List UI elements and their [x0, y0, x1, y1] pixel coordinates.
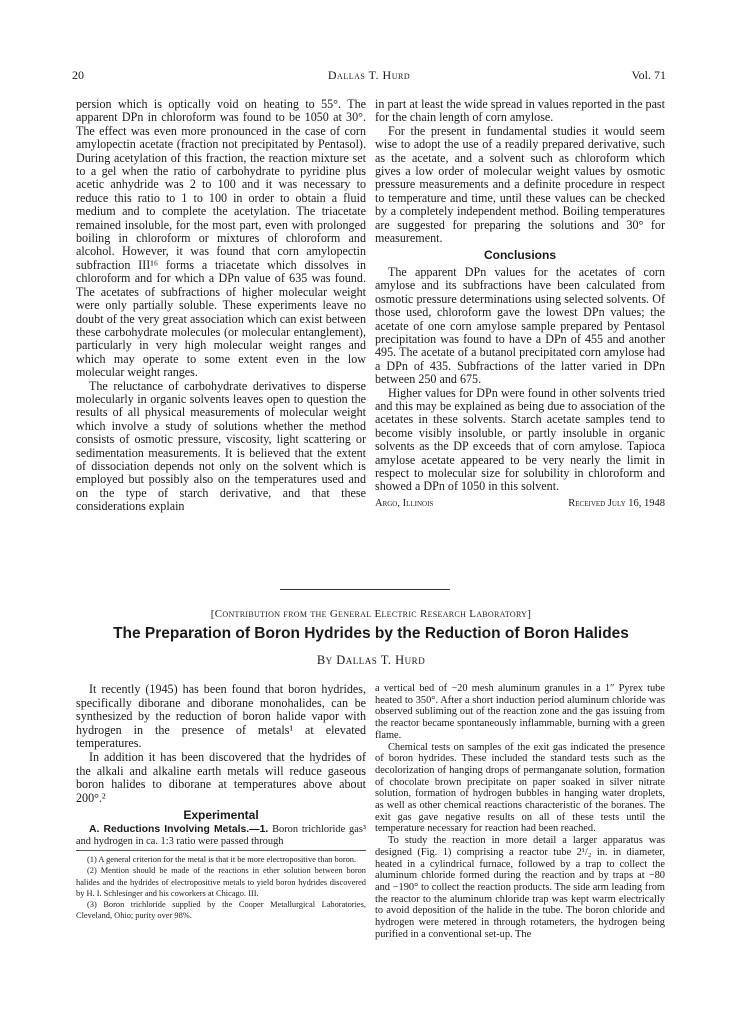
article-right-column	[375, 683, 665, 940]
footnote: (3) Boron trichloride supplied by the Cooper Metallurgical Laboratories, Cleveland, Ohio; purity over 98%.	[76, 899, 366, 921]
paragraph: Chemical tests on samples of the exit gas indicated the presence of boron hydrides. These included the standard tests such as the decolorization of hanging drops of permanganate solution, formation of chocolate brown precipitate on paper soaked in silver nitrate solution, formation of hydrogen bubbles in hanging water droplets, as well as other chemical reactions characteristic of the boranes. The exit gas gave negative results on all of these tests until the temperature necessary for reaction had been reached.	[375, 741, 665, 835]
article-left-column	[76, 683, 366, 921]
paragraph: It recently (1945) has been found that boron hydrides, specifically diborane and diborane monohalides, can be synthesized by the reduction of boron halide vapor with hydrogen in the presence of metals¹ at elevated temperatures.	[76, 682, 366, 751]
subsection-text: Boron trichloride gas³ and hydrogen in ca. 1:3 ratio were passed through	[76, 823, 366, 847]
paragraph: The reluctance of carbohydrate derivatives to disperse molecularly in organic solvents leaves open to question the results of all physical measurements of molecular weight which involve a study of solutions whether the method consists of osmotic pressure, viscosity, light scattering or sedimentation measurements. It is believed that the extent of dissociation depends not only on the solvent which is employed but possibly also on the temperatures used and on the type of starch derivative, and that these considerations explain	[76, 378, 366, 514]
place-label: Argo, Illinois	[375, 497, 434, 509]
volume-label: Vol. 71	[631, 68, 666, 82]
footnote: (1) A general criterion for the metal is that it be more electropositive than boron.	[87, 855, 357, 865]
subsection-heading: A. Reductions Involving Metals.—1.	[89, 823, 269, 835]
paragraph: persion which is optically void on heating to 55°. The apparent DPn in chloroform was found to be 1050 at 30°. The effect was even more pronounced in the case of corn amylopectin acetate (fraction not precipitated by Pentasol). During acetylation of this fraction, the reaction mixture set to a gel when the ratio of carbohydrate to pyridine plus acetic anhydride was 2 to 100 and it was necessary to reduce this ratio to 1 to 100 in order to obtain a fluid medium and to complete the acetylation. The triacetate remained insoluble, for the most part, even with prolonged boiling in chloroform or mixtures of chloroform and alcohol. However, it was found that corn amylopectin subfraction III¹⁶ forms a triacetate which dissolves in chloroform and for which a DPn value of 635 was found. The acetates of subfractions of higher molecular weight were only partially soluble. These experiments leave no doubt of the very great association which can exist between these carbohydrate molecules (or molecular entanglement), particularly in very high molecular weight ranges and which may operate to some extent even in the low molecular weight ranges.	[76, 97, 366, 380]
running-header	[72, 68, 666, 82]
paragraph: The apparent DPn values for the acetates of corn amylose and its subfractions have been calculated from osmotic pressure determinations using selected solvents. Of those used, chloroform gave the lowest DPn values; the acetate of one corn amylose sample prepared by Pentasol precipitation was found to have a DPn of 455 and another 495. The acetate of a butanol precipitated corn amylose had a DPn of 435. Subfractions of the latter varied in DPn between 250 and 675.	[375, 264, 665, 387]
prev-article-left-column	[76, 98, 366, 514]
footnote: (2) Mention should be made of the reactions in ether solution between boron halides and the hydrides of electropositive metals to yield boron hydrides discovered by H. I. Schlesinger and his coworkers at Chicago. III.	[76, 866, 366, 898]
article-title: The Preparation of Boron Hydrides by the Reduction of Boron Halides	[113, 625, 629, 642]
paragraph: In addition it has been discovered that the hydrides of the alkali and alkaline earth metals will reduce gaseous boron halides to diborane at temperatures above about 200°.²	[76, 749, 366, 805]
byline: By Dallas T. Hurd	[316, 653, 426, 667]
running-author: Dallas T. Hurd	[327, 68, 411, 82]
paragraph: For the present in fundamental studies it would seem wise to adopt the use of a readily prepared derivative, such as the acetate, and a solvent such as chloroform which gives a low order of molecular weight values by osmotic pressure measurements and a definite procedure in respect to temperature and time, until these values can be checked by a completely independent method. Boiling temperatures are suggested for preparing the solutions and 30° for measurement.	[375, 123, 665, 246]
signature-line	[375, 497, 665, 511]
conclusions-heading: Conclusions	[483, 248, 556, 263]
page-number: 20	[72, 68, 84, 82]
subsection-paragraph	[76, 824, 366, 847]
paragraph: Higher values for DPn were found in other solvents tried and this may be explained as being due to association of the acetates in these solvents. Starch acetate samples tend to become visibly insoluble, or partly insoluble in organic solvents as the DP exceeds that of corn amylose. Tapioca amylose acetate appeared to be very nearly the limit in respect to molecular size for solubility in chloroform and showed a DPn of 1050 in this solvent.	[375, 385, 665, 494]
article-separator	[280, 589, 450, 590]
paragraph: in part at least the wide spread in values reported in the past for the chain length of corn amylose.	[375, 97, 665, 125]
received-date: Received July 16, 1948	[568, 497, 665, 509]
experimental-heading: Experimental	[183, 808, 259, 823]
footnote-rule	[76, 850, 366, 851]
prev-article-right-column	[375, 98, 665, 511]
paragraph: a vertical bed of −20 mesh aluminum granules in a 1″ Pyrex tube heated to 350°. After a short induction period aluminum chloride was observed subliming out of the reaction zone and the gas issuing from the reactor became spontaneously inflammable, burning with a green flame.	[375, 683, 665, 741]
paragraph: To study the reaction in more detail a larger apparatus was designed (Fig. 1) comprising a reactor tube 2¹/₂ in. in diameter, heated in a cylindrical furnace, followed by a trap to collect the aluminum chloride formed during the reaction and by traps at −80 and −190° to collect the reaction products. The side arm leading from the reactor to the aluminum chloride trap was kept warm electrically to avoid deposition of the halide in the tube. The boron chloride and hydrogen were metered in through rotameters, the hydrogen being purified in a conventional set-up. The	[375, 835, 665, 940]
contribution-line: [Contribution from the General Electric Research Laboratory]	[210, 608, 532, 620]
